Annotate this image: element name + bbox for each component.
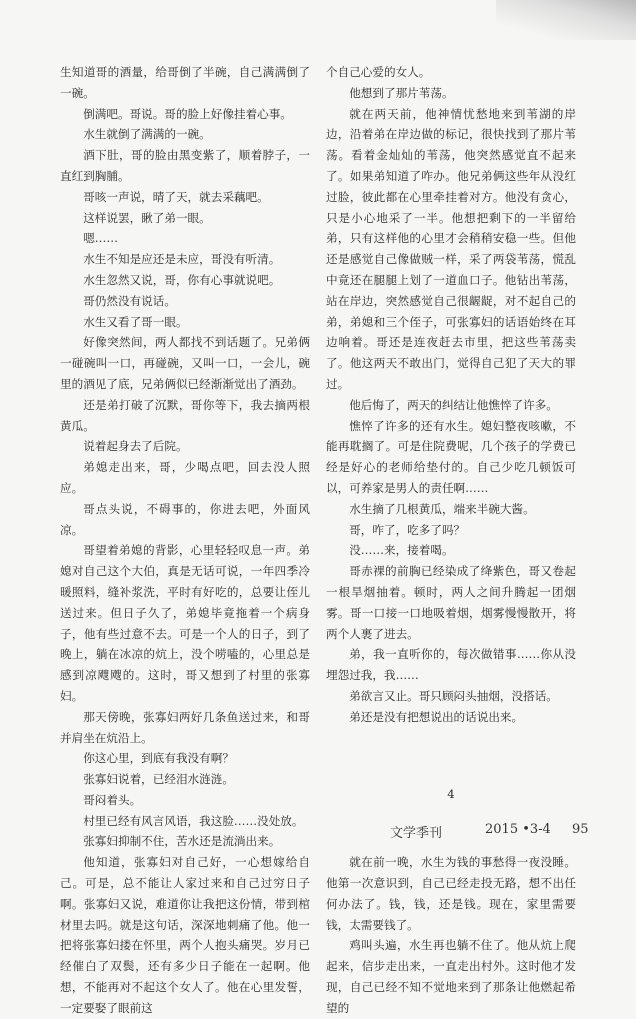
paragraph: 弟媳走出来，哥，少喝点吧，回去没人照应。: [60, 460, 310, 495]
paragraph: 张寡妇说着，已经泪水涟涟。: [83, 772, 234, 787]
paragraph: 他知道，张寡妇对自己好，一心想嫁给自己。可是，总不能让人家过来和自己过穷日子啊。张寡妇又说，难道你让我把这份情，带到棺材里去吗。就是这句话，深深地刺痛了他。他一把将张寡妇搂在怀里，两个人抱头痛哭。岁月已经催白了双鬓，还有多少日子能在一起啊。他想，不能再对不起这个女人了。他在心里发誓，一定要娶了眼前这: [60, 855, 310, 1015]
paragraph: 弟欲言又止。哥只顾闷头抽烟，没搭话。: [349, 688, 558, 703]
paragraph: 哥闷着头。: [83, 792, 142, 807]
paragraph: 就在前一晚，水生为钱的事愁得一夜没睡。他第一次意识到，自己已经走投无路，想不出任何办法了。钱，钱，还是钱。现在，家里需要钱，太需要钱了。: [326, 855, 576, 932]
paragraph: 你这心里，到底有我没有啊？: [83, 751, 234, 766]
paragraph: 他想到了那片苇荡。: [349, 85, 454, 100]
paragraph: 弟，我一直听你的，每次做错事……你从没埋怨过我，我……: [326, 647, 576, 683]
right-text-column: [326, 62, 576, 1019]
paragraph: 哥望着弟媳的背影，心里轻轻叹息一声。弟媳对自己这个大伯，真是无话可说，一年四季冷暖照料，缝补浆洗，平时有好吃的，总要让侄儿送过来。但日子久了，弟媳毕竟拖着一个病身子，他有些过意不去。可是一个人的日子，到了晚上，躺在冰凉的炕上，没个唠嗑的，心里总是感到凉飕飕的。这时，哥又想到了村里的张寡妇。: [60, 543, 310, 703]
paragraph: 村里已经有风言风语，我这脸……没处放。: [83, 813, 304, 828]
paragraph: 水生又看了哥一眼。: [83, 314, 188, 329]
right-column-lower: [326, 852, 576, 1018]
paragraph: 水生忽然又说，哥，你有心事就说吧。: [83, 272, 281, 287]
paragraph: 这样说罢，瞅了弟一眼。: [83, 210, 211, 225]
paragraph: 哥咳一声说，晴了天，就去采藕吧。: [83, 189, 269, 204]
issue-number: 2015 •3-4: [485, 822, 551, 837]
paragraph: 哥仍然没有说话。: [83, 293, 176, 308]
paragraph: 鸡叫头遍，水生再也躺不住了。他从炕上爬起来，信步走出来，一直走出村外。这时他才发现，自己已经不知不觉地来到了那条让他燃起希望的: [326, 938, 576, 1015]
journal-title: 文学季刊: [390, 826, 443, 841]
paragraph: 嗯……: [83, 231, 118, 246]
paragraph: 憔悴了许多的还有水生。媳妇整夜咳嗽，不能再耽搁了。可是住院费呢，几个孩子的学费已经是好心的老师给垫付的。自己少吃几顿饭可以，可养家是男人的责任啊……: [326, 418, 576, 495]
paragraph: 水生摘了几根黄瓜，端来半碗大酱。: [349, 501, 535, 516]
paragraph: 哥赤裸的前胸已经染成了绛紫色，哥又卷起一根旱烟抽着。顿时，两人之间升腾起一团烟雾。哥一口接一口地吸着烟，烟雾慢慢散开，将两个人裹了进去。: [326, 564, 576, 641]
page-number: 95: [572, 822, 589, 837]
paragraph: 那天傍晚，张寡妇两好几条鱼送过来，和哥并肩坐在炕沿上。: [60, 709, 310, 745]
paragraph: 他后悔了，两天的纠结让他憔悴了许多。: [349, 397, 558, 412]
paragraph: 还是弟打破了沉默，哥你等下，我去摘两根黄瓜。: [60, 397, 310, 433]
paragraph: 没……来，接着喝。: [349, 543, 454, 558]
paragraph: 就在两天前，他神情忧愁地来到苇湖的岸边，沿着弟在岸边做的标记，很快找到了那片苇荡。看着金灿灿的苇荡，他突然感觉直不起来了。如果弟知道了咋办。他兄弟俩这些年从没红过脸，彼此都在心里牵挂着对方。他没有贪心，只是小心地采了一半。他想把剩下的一半留给弟，只有这样他的心里才会稍稍安稳一些。但他还是感觉自己像做贼一样，采了两袋苇荡，慌乱中竟还在腿腿上划了一道血口子。他钻出苇荡，站在岸边，突然感觉自己很龌龊，对不起自己的弟，弟媳和三个侄子，可张寡妇的话语始终在耳边响着。哥还是连夜赶去市里，把这些苇荡卖了。他这两天不敢出门，觉得自己犯了天大的罪过。: [326, 106, 576, 391]
page-corner-shadow: [496, 0, 636, 40]
paragraph: 张寡妇抑制不住，苦水还是流淌出来。: [83, 834, 281, 849]
paragraph: 哥，咋了，吃多了吗？: [349, 522, 466, 537]
paragraph: 酒下肚，哥的脸由黑变紫了，顺着脖子，一直红到胸脯。: [60, 148, 310, 183]
paragraph: 好像突然间，两人都找不到话题了。兄弟俩一碰碗叫一口，再碰碗，又叫一口，一会儿，碗里的酒见了底，兄弟俩似已经渐渐觉出了酒劲。: [60, 335, 310, 391]
paragraph: 水生就倒了满满的一碗。: [83, 127, 211, 142]
paragraph: 哥点头说，不碍事的，你进去吧，外面风凉。: [60, 501, 310, 537]
paragraph: 弟还是没有把想说出的话说出来。: [349, 709, 524, 724]
paragraph: 生知道哥的酒量，给哥倒了半碗，自己满满倒了一碗。: [60, 65, 310, 100]
left-text-column: [60, 62, 310, 1019]
section-number: 4: [447, 786, 455, 801]
paragraph: 倒满吧。哥说。哥的脸上好像挂着心事。: [83, 106, 292, 121]
paragraph: 水生不知是应还是未应，哥没有听清。: [83, 252, 281, 267]
paragraph: 个自己心爱的女人。: [326, 65, 431, 79]
paragraph: 说着起身去了后院。: [83, 439, 188, 454]
right-column-upper: [326, 62, 576, 728]
